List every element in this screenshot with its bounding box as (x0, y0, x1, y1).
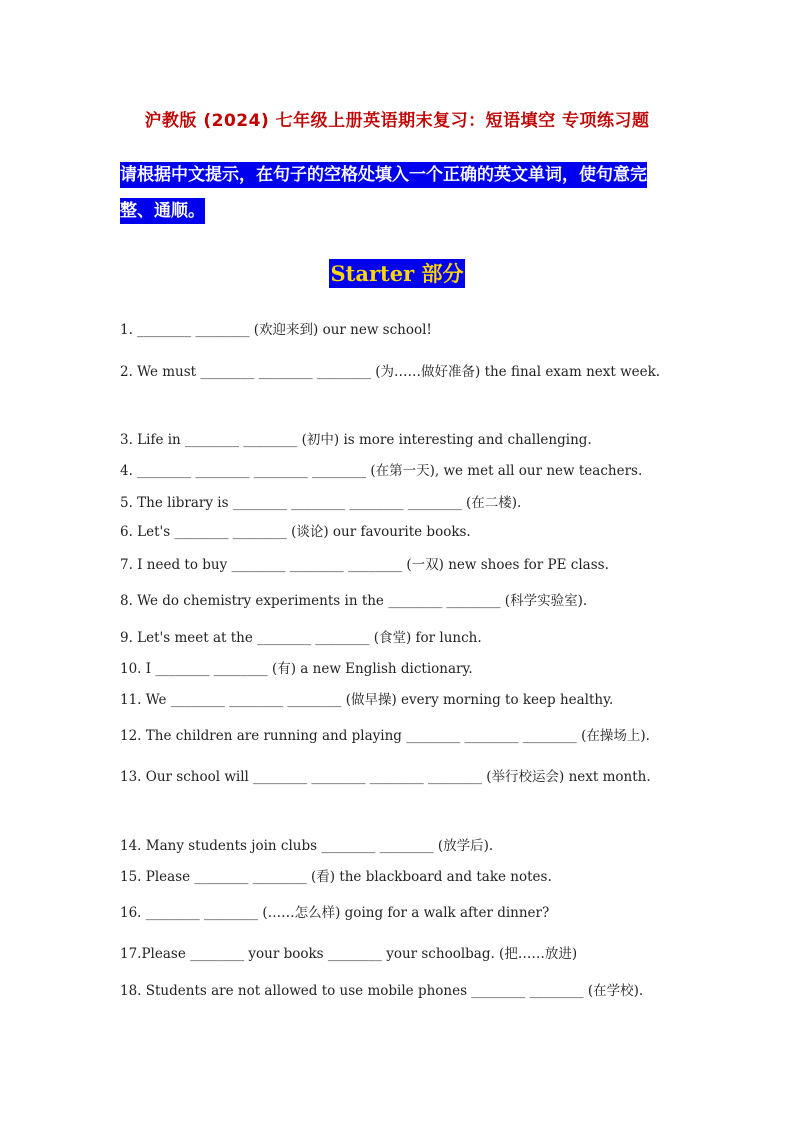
exercise-item-2: 2. We must ________ ________ ________ (为……做好准备) the final exam next week. (120, 364, 661, 380)
exercise-item-1: 1. ________ ________ (欢迎来到) our new school! (120, 322, 432, 338)
instruction-block (120, 157, 676, 229)
exercise-item-15: 15. Please ________ ________ (看) the blackboard and take notes. (120, 869, 552, 885)
exercise-item-4: 4. ________ ________ ________ ________ (在第一天), we met all our new teachers. (120, 463, 643, 479)
instruction-text: 请根据中文提示，在句子的空格处填入一个正确的英文单词，使句意完整、通顺。 (120, 162, 647, 224)
exercise-item-5: 5. The library is ________ ________ ________ ________ (在二楼). (120, 495, 522, 511)
exercise-item-17: 17.Please ________ your books ________ your schoolbag. (把……放进) (120, 946, 578, 962)
exercise-item-18: 18. Students are not allowed to use mobile phones ________ ________ (在学校). (120, 983, 644, 999)
document-title: 沪教版 (2024) 七年级上册英语期末复习：短语填空 专项练习题 (144, 111, 650, 131)
exercise-item-9: 9. Let's meet at the ________ ________ (食堂) for lunch. (120, 630, 482, 646)
exercise-item-10: 10. I ________ ________ (有) a new English dictionary. (120, 661, 473, 677)
section-heading-wrap (0, 258, 794, 288)
exercise-item-8: 8. We do chemistry experiments in the ________ ________ (科学实验室). (120, 593, 588, 609)
exercise-item-14: 14. Many students join clubs ________ ________ (放学后). (120, 838, 494, 854)
section-heading: Starter 部分 (330, 261, 464, 286)
exercise-item-12: 12. The children are running and playing ________ ________ ________ (在操场上). (120, 728, 650, 744)
exercise-item-13: 13. Our school will ________ ________ ________ ________ (举行校运会) next month. (120, 769, 651, 785)
exercise-item-3: 3. Life in ________ ________ (初中) is more interesting and challenging. (120, 432, 592, 448)
exercise-item-16: 16. ________ ________ (……怎么样) going for a walk after dinner? (120, 905, 550, 921)
exercise-item-6: 6. Let's ________ ________ (谈论) our favourite books. (120, 524, 471, 540)
exercise-item-11: 11. We ________ ________ ________ (做早操) every morning to keep healthy. (120, 692, 614, 708)
exercise-item-7: 7. I need to buy ________ ________ ________ (一双) new shoes for PE class. (120, 557, 609, 573)
